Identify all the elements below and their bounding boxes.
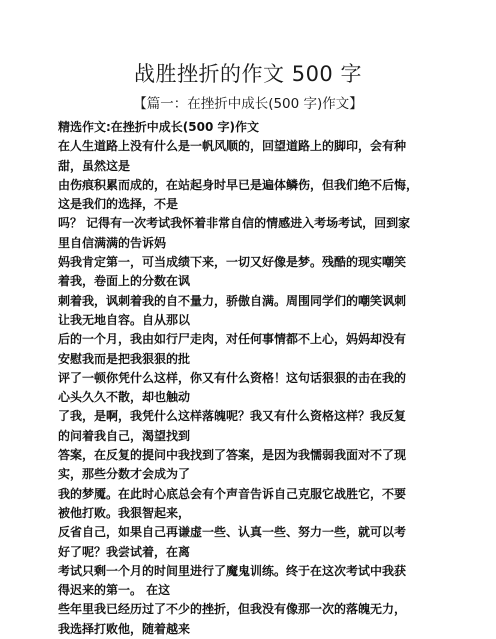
body-paragraph	[58, 407, 438, 446]
body-line: 着我，卷面上的分数在讽	[58, 274, 191, 289]
body-line: 的问着我自己，渴望找到	[58, 428, 191, 443]
document-subtitle: 【篇一：在挫折中成长(500 字)作文】	[133, 96, 363, 112]
body-paragraph	[58, 330, 438, 369]
body-line: 考试只剩一个月的时间里进行了魔鬼训练。终于在这次考试中我获	[58, 563, 407, 578]
body-paragraph	[58, 214, 438, 253]
body-paragraph	[58, 446, 438, 485]
body-paragraph	[58, 176, 438, 215]
body-line: 得迟来的第一。 在这	[58, 583, 171, 598]
body-line: 实，那些分数才会成为了	[58, 467, 191, 482]
body-line: 了我，是啊，我凭什么这样落魄呢？我又有什么资格这样？我反复	[58, 409, 407, 424]
body-line: 这是我们的选择，不是	[58, 197, 179, 212]
body-line: 答案，在反复的提问中我找到了答案，是因为我懦弱我面对不了现	[58, 448, 407, 463]
body-line: 刺着我，讽刺着我的自不量力，骄傲自满。周围同学们的嘲笑讽刺	[58, 293, 407, 308]
body-line: 我的梦魇。在此时心底总会有个声音告诉自己克服它战胜它，不要	[58, 486, 407, 501]
body-line: 由伤痕积累而成的，在站起身时早已是遍体鳞伤，但我们绝不后悔，	[58, 177, 419, 192]
body-line: 心头久久不散，却也触动	[58, 390, 191, 405]
body-line: 让我无地自容。自从那以	[58, 312, 191, 327]
body-paragraph	[58, 369, 438, 408]
body-line: 在人生道路上没有什么是一帆风顺的，回望道路上的脚印，会有种	[58, 139, 407, 154]
body-paragraph	[58, 562, 438, 601]
body-line: 甜，虽然这是	[58, 158, 131, 173]
body-line: 里自信满满的告诉妈	[58, 235, 167, 250]
body-line: 妈我肯定第一，可当成绩下来，一切又好像是梦。残酷的现实嘲笑	[58, 255, 407, 270]
body-line: 好了呢？我尝试着，在离	[58, 544, 191, 559]
body-line: 反省自己，如果自己再谦虚一些、认真一些、努力一些，就可以考	[58, 525, 407, 540]
body-paragraph	[58, 137, 438, 176]
body-line: 些年里我已经历过了不少的挫折，但我没有像那一次的落魄无力，	[58, 602, 407, 617]
body-line: 被他打败。我狠智起来，	[58, 505, 191, 520]
body-line: 安慰我而是把我狠狠的批	[58, 351, 191, 366]
document-body	[58, 118, 438, 639]
body-line: 评了一顿你凭什么这样，你又有什么资格！这句话狠狠的击在我的	[58, 370, 407, 385]
body-line: 我选择打败他，随着越来	[58, 621, 191, 636]
body-paragraph	[58, 253, 438, 292]
body-line: 吗？ 记得有一次考试我怀着非常自信的情感进入考场考试，回到家	[58, 216, 411, 231]
body-paragraph	[58, 118, 438, 137]
body-paragraph	[58, 485, 438, 524]
body-line: 精选作文:在挫折中成长(500 字)作文	[58, 120, 259, 134]
body-paragraph	[58, 600, 438, 639]
body-paragraph	[58, 523, 438, 562]
body-line: 后的一个月，我由如行尸走肉，对任何事情都不上心，妈妈却没有	[58, 332, 407, 347]
document-title: 战胜挫折的作文 500 字	[134, 62, 362, 86]
body-paragraph	[58, 292, 438, 331]
